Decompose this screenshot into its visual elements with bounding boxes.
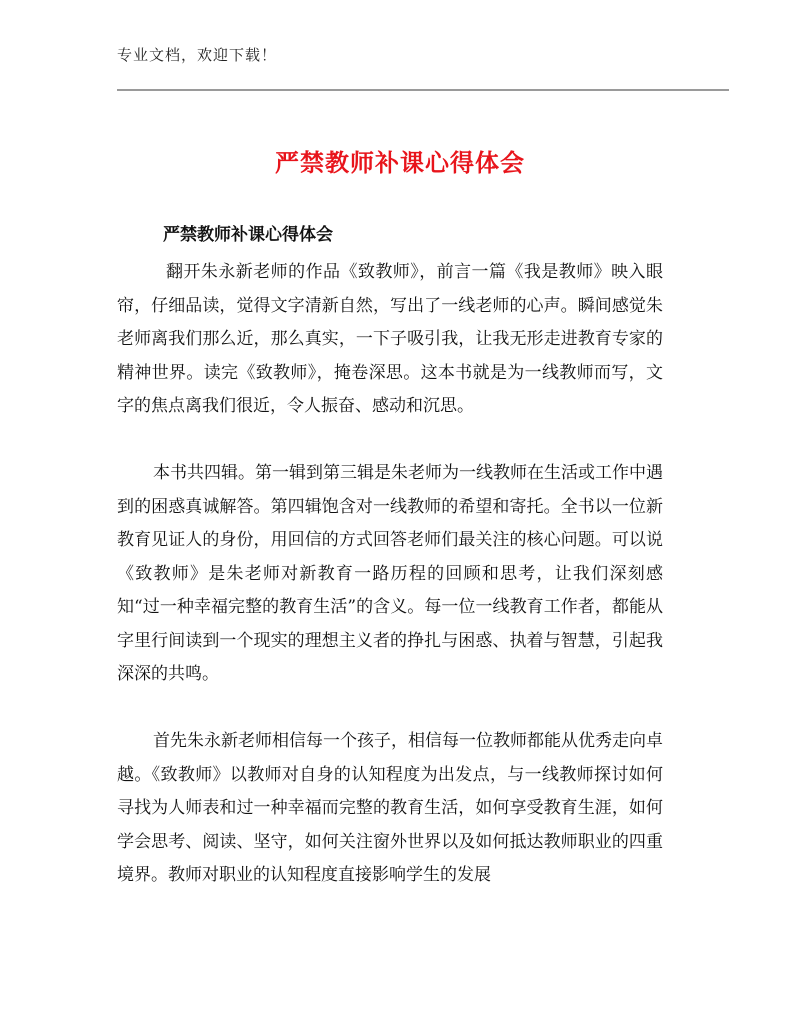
body-paragraph-3: 首先朱永新老师相信每一个孩子，相信每一位教师都能从优秀走向卓越。《致教师》以教师对自身的认知程度为出发点，与一线教师探讨如何寻找为人师表和过一种幸福而完整的教育生活，如何享受教育生涯，如何学会思考、阅读、坚守，如何关注窗外世界以及如何抵达教师职业的四重境界。教师对职业的认知程度直接影响学生的发展 xyxy=(117,731,663,885)
page-header-text: 专业文档，欢迎下载！ xyxy=(117,46,278,64)
section-heading: 严禁教师补课心得体会 xyxy=(163,225,333,245)
header-divider xyxy=(117,89,729,91)
body-paragraph-1: 翻开朱永新老师的作品《致教师》，前言一篇《我是教师》映入眼帘，仔细品读，觉得文字清新自然，写出了一线老师的心声。瞬间感觉朱老师离我们那么近，那么真实，一下子吸引我，让我无形走进教育专家的精神世界。读完《致教师》，掩卷深思。这本书就是为一线教师而写，文字的焦点离我们很近，令人振奋、感动和沉思。 xyxy=(117,262,663,416)
body-paragraph-2: 本书共四辑。第一辑到第三辑是朱老师为一线教师在生活或工作中遇到的困惑真诚解答。第四辑饱含对一线教师的希望和寄托。全书以一位新教育见证人的身份，用回信的方式回答老师们最关注的核心问题。可以说《致教师》是朱老师对新教育一路历程的回顾和思考，让我们深刻感知“过一种幸福完整的教育生活”的含义。每一位一线教育工作者，都能从字里行间读到一个现实的理想主义者的挣扎与困惑、执着与智慧，引起我深深的共鸣。 xyxy=(117,463,663,684)
document-title: 严禁教师补课心得体会 xyxy=(275,149,525,177)
